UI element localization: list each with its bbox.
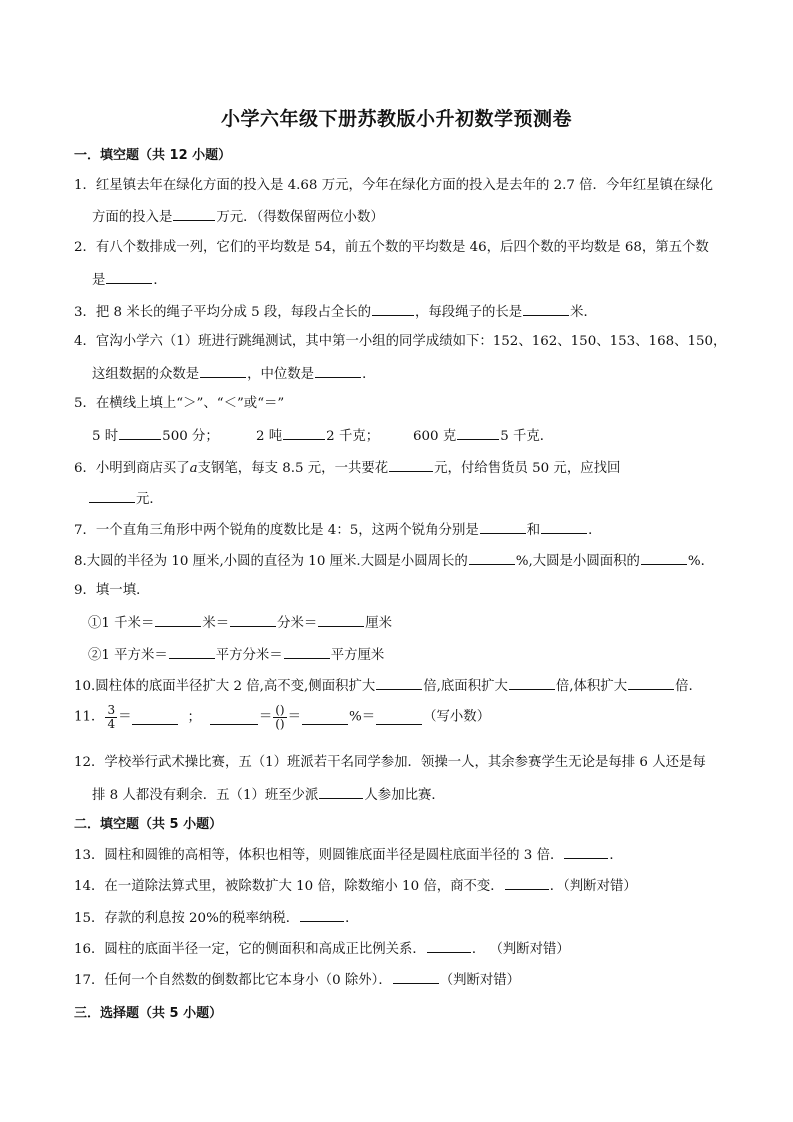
q11-hint: （写小数）: [423, 709, 491, 725]
q5-p2-left: 2 吨: [256, 429, 283, 444]
section-heading-fill-2: 二．填空题（共 5 小题）: [74, 817, 223, 832]
fraction-placeholder: [273, 704, 286, 731]
q7-text-3: ．: [588, 523, 602, 538]
question-9-row-1: [88, 613, 392, 633]
q4-text-2: ，中位数是: [247, 367, 315, 382]
answer-blank-q10-c[interactable]: [628, 676, 674, 690]
question-16: [74, 939, 570, 959]
q8-text-3: %．: [687, 554, 715, 569]
answer-blank-q7-b[interactable]: [541, 520, 587, 534]
placeholder-numerator[interactable]: (): [275, 703, 285, 717]
q10-text-4: 倍.: [675, 679, 693, 694]
question-11: [74, 704, 490, 731]
answer-blank-q11-b[interactable]: [210, 711, 258, 725]
q11-semicolon: ；: [187, 709, 201, 725]
answer-blank-q9-d[interactable]: [169, 645, 215, 659]
q11-equals-2: ＝: [258, 709, 273, 725]
answer-blank-q12[interactable]: [319, 785, 363, 799]
question-17: [74, 970, 520, 990]
answer-blank-q8-a[interactable]: [469, 551, 515, 565]
question-12-line-1: 12．学校举行武术操比赛，五（1）班派若干名同学参加．领操一人，其余参赛学生无论是每排 6 人还是每: [74, 755, 706, 770]
question-13: [74, 845, 623, 865]
answer-blank-q3-a[interactable]: [372, 302, 414, 316]
question-2-line-2: [92, 270, 167, 290]
answer-blank-q17[interactable]: [393, 970, 439, 984]
q3-text-2: ，每段绳子的长是: [415, 305, 523, 320]
answer-blank-q7-a[interactable]: [480, 520, 526, 534]
q11-percent: %＝: [349, 709, 376, 725]
q8-text-2: %,大圆是小圆面积的: [515, 554, 640, 569]
q12-text-1: 排 8 人都没有剩余．五（1）班至少派: [92, 788, 319, 803]
q8-text-1: 8.大圆的半径为 10 厘米,小圆的直径为 10 厘米.大圆是小圆周长的: [74, 554, 468, 569]
q11-number: 11．: [74, 709, 105, 725]
q5-p3-left: 600 克: [413, 429, 457, 444]
q6-variable: a: [189, 461, 198, 476]
q13-text-2: ．: [609, 848, 623, 863]
answer-blank-q10-b[interactable]: [509, 676, 555, 690]
fraction-denominator: 4: [107, 717, 116, 731]
q9-r2-text-3: 平方厘米: [330, 648, 385, 663]
answer-blank-q1[interactable]: [173, 207, 215, 221]
answer-blank-q6-b[interactable]: [89, 489, 135, 503]
q17-text-1: 17．任何一个自然数的倒数都比它本身小（0 除外）．: [74, 973, 392, 988]
answer-blank-q14[interactable]: [505, 876, 549, 890]
q16-text-2: ． （判断对错）: [471, 942, 570, 957]
answer-blank-q9-a[interactable]: [155, 613, 201, 627]
question-3: [74, 302, 597, 322]
answer-blank-q6-a[interactable]: [389, 458, 433, 472]
q9-r1-text-2: 米＝: [202, 616, 230, 631]
answer-blank-q5-b[interactable]: [283, 426, 325, 440]
q5-p1-left: 5 时: [92, 429, 119, 444]
question-5-part-2: [256, 426, 379, 446]
q9-r2-text-1: ②1 平方米＝: [88, 648, 168, 663]
question-4-line-1: 4．官沟小学六（1）班进行跳绳测试，其中第一小组的同学成绩如下：152、162、150、153、168、150，: [74, 334, 727, 349]
question-9-row-2: [88, 645, 384, 665]
answer-blank-q4-a[interactable]: [200, 364, 246, 378]
question-5-part-1: [92, 426, 219, 446]
q6-text-2: 支钢笔，每支 8.5 元，一共要花: [197, 461, 389, 476]
q10-text-2: 倍,底面积扩大: [423, 679, 508, 694]
answer-blank-q10-a[interactable]: [376, 676, 422, 690]
question-6-line-1: [74, 458, 620, 478]
q13-text-1: 13．圆柱和圆锥的高相等，体积也相等，则圆锥底面半径是圆柱底面半径的 3 倍．: [74, 848, 564, 863]
q11-equals-1: ＝: [118, 709, 132, 725]
q4-text-1: 这组数据的众数是: [92, 367, 200, 382]
section-heading-fill-1: 一．填空题（共 12 小题）: [74, 148, 232, 163]
question-1-line-2: [92, 207, 384, 227]
q2-text-tail: ．: [153, 273, 167, 288]
q7-text-2: 和: [526, 523, 541, 538]
q15-text-2: ．: [345, 911, 359, 926]
q15-text-1: 15．存款的利息按 20%的税率纳税．: [74, 911, 300, 926]
question-5-line-1: 5．在横线上填上“＞”、“＜”或“＝”: [74, 396, 285, 411]
q7-text-1: 7．一个直角三角形中两个锐角的度数比是 4：5，这两个锐角分别是: [74, 523, 479, 538]
question-15: [74, 908, 359, 928]
question-5-part-3: [413, 426, 553, 446]
q3-text-3: 米．: [570, 305, 597, 320]
answer-blank-q13[interactable]: [564, 845, 608, 859]
question-6-line-2: [88, 489, 163, 509]
q9-r1-text-3: 分米＝: [277, 616, 318, 631]
q14-text-2: ．（判断对错）: [549, 879, 637, 894]
q9-r1-text-1: ①1 千米＝: [88, 616, 155, 631]
q17-text-2: （判断对错）: [439, 973, 521, 988]
q5-p1-right: 500 分；: [162, 429, 219, 444]
answer-blank-q11-c[interactable]: [302, 711, 348, 725]
answer-blank-q9-c[interactable]: [318, 613, 364, 627]
q9-r2-text-2: 平方分米＝: [215, 648, 283, 663]
answer-blank-q2[interactable]: [106, 270, 152, 284]
answer-blank-q11-a[interactable]: [132, 711, 178, 725]
answer-blank-q8-b[interactable]: [641, 551, 687, 565]
question-10: [74, 676, 693, 696]
q2-text: 是: [92, 273, 106, 288]
fraction-three-quarters: [105, 704, 117, 731]
answer-blank-q11-d[interactable]: [376, 711, 422, 725]
q1-text-tail: 万元．（得数保留两位小数）: [216, 210, 384, 225]
answer-blank-q16[interactable]: [427, 939, 471, 953]
q6-text-1: 6．小明到商店买了: [74, 461, 190, 476]
fraction-numerator: 3: [107, 703, 116, 717]
question-14: [74, 876, 637, 896]
q10-text-1: 10.圆柱体的底面半径扩大 2 倍,高不变,侧面积扩大: [74, 679, 376, 694]
q6-text-3: 元，付给售货员 50 元，应找回: [434, 461, 621, 476]
question-12-line-2: [92, 785, 445, 805]
q12-text-2: 人参加比赛．: [364, 788, 445, 803]
answer-blank-q3-b[interactable]: [523, 302, 569, 316]
q11-equals-3: ＝: [287, 709, 302, 725]
answer-blank-q5-c[interactable]: [457, 426, 499, 440]
section-heading-choice: 三．选择题（共 5 小题）: [74, 1006, 223, 1021]
q5-p3-right: 5 千克．: [500, 429, 554, 444]
answer-blank-q9-b[interactable]: [230, 613, 276, 627]
q16-text-1: 16．圆柱的底面半径一定，它的侧面积和高成正比例关系．: [74, 942, 426, 957]
answer-blank-q5-a[interactable]: [119, 426, 161, 440]
question-1-line-1: 1．红星镇去年在绿化方面的投入是 4.68 万元，今年在绿化方面的投入是去年的 2.7 倍．今年红星镇在绿化: [74, 178, 714, 193]
q10-text-3: 倍,体积扩大: [555, 679, 628, 694]
q9-r1-text-4: 厘米: [365, 616, 393, 631]
page-title: 小学六年级下册苏教版小升初数学预测卷: [220, 108, 572, 130]
placeholder-denominator[interactable]: (): [275, 717, 285, 731]
answer-blank-q9-e[interactable]: [284, 645, 330, 659]
question-8: [74, 551, 714, 571]
q6-text-4: 元．: [136, 492, 163, 507]
question-2-line-1: 2．有八个数排成一列，它们的平均数是 54，前五个数的平均数是 46，后四个数的平均数是 68，第五个数: [74, 240, 709, 255]
q1-text: 方面的投入是: [92, 210, 173, 225]
question-9-line-1: 9．填一填．: [74, 583, 150, 598]
q5-p2-right: 2 千克；: [326, 429, 380, 444]
question-7: [74, 520, 602, 540]
answer-blank-q4-b[interactable]: [315, 364, 361, 378]
q4-text-3: ．: [362, 367, 376, 382]
q3-text-1: 3．把 8 米长的绳子平均分成 5 段，每段占全长的: [74, 305, 372, 320]
question-4-line-2: [92, 364, 375, 384]
answer-blank-q15[interactable]: [300, 908, 344, 922]
q14-text-1: 14．在一道除法算式里，被除数扩大 10 倍，除数缩小 10 倍，商不变．: [74, 879, 504, 894]
